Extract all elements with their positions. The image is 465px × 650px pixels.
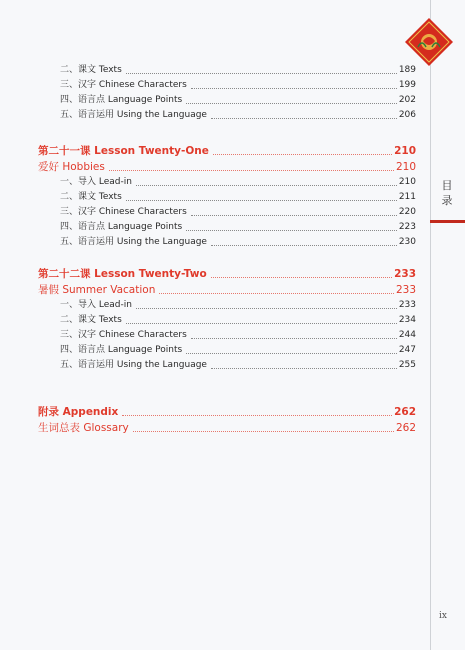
toc-entry-title: 生词总表 Glossary xyxy=(38,422,129,434)
page-divider-line xyxy=(430,0,431,650)
toc-entry-title: 四、语言点 Language Points xyxy=(60,222,183,232)
toc-entry[interactable] xyxy=(38,63,416,78)
leader-dots xyxy=(126,323,397,324)
leader-dots xyxy=(191,215,397,216)
table-of-contents xyxy=(38,63,416,436)
fu-diamond-icon xyxy=(404,17,454,67)
leader-dots xyxy=(136,185,397,186)
toc-entry[interactable] xyxy=(38,78,416,93)
leader-dots xyxy=(126,73,397,74)
toc-entry-page: 233 xyxy=(394,268,416,280)
toc-entry-title: 五、语言运用 Using the Language xyxy=(60,110,207,120)
leader-dots xyxy=(122,415,392,416)
toc-entry-page: 262 xyxy=(395,422,416,434)
toc-entry-page: 247 xyxy=(398,345,416,355)
toc-entry-title: 二、课文 Texts xyxy=(60,315,122,325)
leader-dots xyxy=(126,200,397,201)
toc-entry[interactable] xyxy=(38,298,416,313)
toc-entry-title: 附录 Appendix xyxy=(38,406,119,418)
toc-entry[interactable] xyxy=(38,205,416,220)
leader-dots xyxy=(133,431,394,432)
toc-entry-title: 一、导入 Lead-in xyxy=(60,300,132,310)
toc-entry-page: 210 xyxy=(394,145,416,157)
toc-entry-page: 244 xyxy=(398,330,416,340)
toc-glossary-entry[interactable] xyxy=(38,420,416,436)
leader-dots xyxy=(159,293,394,294)
toc-entry-page: 210 xyxy=(398,177,416,187)
toc-entry-title: 三、汉字 Chinese Characters xyxy=(60,80,187,90)
toc-entry-page: 223 xyxy=(398,222,416,232)
toc-lesson-heading[interactable] xyxy=(38,266,416,282)
leader-dots xyxy=(211,118,397,119)
toc-entry-page: 211 xyxy=(398,192,416,202)
toc-entry-page: 202 xyxy=(398,95,416,105)
side-tab-label xyxy=(437,178,457,208)
toc-entry[interactable] xyxy=(38,235,416,250)
toc-lesson-subtitle[interactable] xyxy=(38,282,416,298)
toc-entry-page: 220 xyxy=(398,207,416,217)
toc-lesson-subtitle[interactable] xyxy=(38,159,416,175)
toc-entry-title: 暑假 Summer Vacation xyxy=(38,284,156,296)
leader-dots xyxy=(186,353,397,354)
toc-entry-page: 255 xyxy=(398,360,416,370)
toc-entry-page: 262 xyxy=(394,406,416,418)
leader-dots xyxy=(109,170,394,171)
toc-entry-title: 五、语言运用 Using the Language xyxy=(60,360,207,370)
toc-entry-page: 206 xyxy=(398,110,416,120)
toc-entry[interactable] xyxy=(38,175,416,190)
side-tab-text: 目录 xyxy=(441,179,453,207)
toc-entry[interactable] xyxy=(38,328,416,343)
toc-entry-title: 三、汉字 Chinese Characters xyxy=(60,330,187,340)
leader-dots xyxy=(213,154,392,155)
toc-entry[interactable] xyxy=(38,108,416,123)
toc-entry-page: 189 xyxy=(398,65,416,75)
leader-dots xyxy=(191,88,397,89)
toc-entry-page: 233 xyxy=(395,284,416,296)
leader-dots xyxy=(186,103,397,104)
toc-entry[interactable] xyxy=(38,358,416,373)
leader-dots xyxy=(186,230,397,231)
toc-entry[interactable] xyxy=(38,93,416,108)
leader-dots xyxy=(191,338,397,339)
section-tab-bar xyxy=(430,220,465,223)
toc-entry-title: 二、课文 Texts xyxy=(60,65,122,75)
toc-entry[interactable] xyxy=(38,190,416,205)
toc-entry-title: 二、课文 Texts xyxy=(60,192,122,202)
leader-dots xyxy=(211,277,392,278)
toc-entry-page: 233 xyxy=(398,300,416,310)
leader-dots xyxy=(211,368,397,369)
toc-entry-title: 一、导入 Lead-in xyxy=(60,177,132,187)
toc-entry-title: 四、语言点 Language Points xyxy=(60,345,183,355)
leader-dots xyxy=(136,308,397,309)
leader-dots xyxy=(211,245,397,246)
toc-entry-title: 三、汉字 Chinese Characters xyxy=(60,207,187,217)
toc-entry[interactable] xyxy=(38,343,416,358)
toc-entry-title: 爱好 Hobbies xyxy=(38,161,105,173)
toc-entry-page: 230 xyxy=(398,237,416,247)
toc-entry-page: 199 xyxy=(398,80,416,90)
toc-entry[interactable] xyxy=(38,313,416,328)
toc-entry-title: 第二十二课 Lesson Twenty-Two xyxy=(38,268,207,280)
toc-entry-page: 210 xyxy=(395,161,416,173)
toc-appendix-heading[interactable] xyxy=(38,404,416,420)
page-number: ix xyxy=(439,611,447,621)
toc-entry[interactable] xyxy=(38,220,416,235)
toc-entry-title: 第二十一课 Lesson Twenty-One xyxy=(38,145,209,157)
toc-entry-title: 五、语言运用 Using the Language xyxy=(60,237,207,247)
toc-lesson-heading[interactable] xyxy=(38,143,416,159)
toc-entry-title: 四、语言点 Language Points xyxy=(60,95,183,105)
toc-entry-page: 234 xyxy=(398,315,416,325)
